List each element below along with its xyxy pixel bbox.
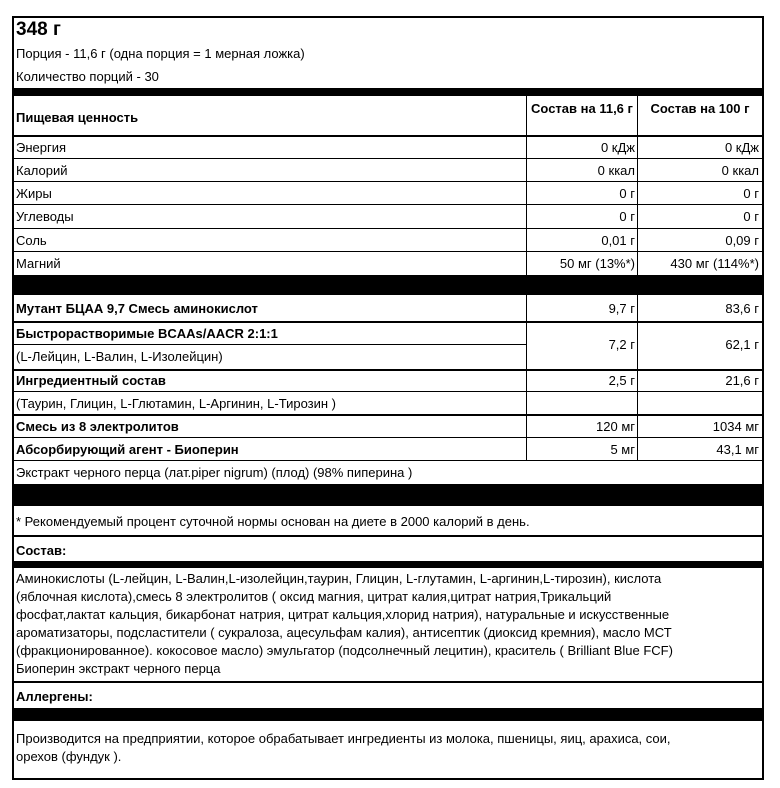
ingredient-name: Ингредиентный состав — [16, 373, 166, 388]
nutrient-per100: 0 г — [743, 186, 759, 201]
ingredient-per100: 1034 мг — [712, 419, 759, 434]
row-divider — [14, 181, 762, 182]
row-divider — [14, 414, 762, 416]
composition-line: (яблочная кислота),смесь 8 электролитов ( оксид магния, цитрат калия,цитрат натрия,Трикальций — [16, 589, 612, 604]
col-header-per-100: Состав на 100 г — [650, 101, 750, 116]
row-divider — [14, 204, 762, 205]
composition-line: фосфат,лактат кальция, бикарбонат натрия, цитрат кальция,хлорид натрия), натуральные и искусственные — [16, 607, 670, 622]
row-divider — [14, 135, 762, 137]
nutrient-serving: 0 г — [619, 209, 635, 224]
ingredient-per100: 62,1 г — [725, 337, 759, 352]
servings-count: Количество порций - 30 — [16, 69, 159, 84]
divider-bar — [14, 484, 762, 506]
allergens-line: орехов (фундук ). — [16, 749, 122, 764]
nutrient-per100: 0 ккал — [721, 163, 759, 178]
column-divider — [637, 96, 638, 275]
nutrient-per100: 0 кДж — [724, 140, 759, 155]
divider-bar — [14, 561, 762, 568]
row-divider — [14, 437, 762, 438]
row-divider — [14, 158, 762, 159]
column-divider — [637, 295, 638, 460]
allergens-heading: Аллергены: — [16, 689, 93, 704]
nutrient-serving: 0 г — [619, 186, 635, 201]
nutrient-name: Магний — [16, 256, 61, 271]
nutrient-serving: 0 кДж — [600, 140, 635, 155]
nutrient-serving: 0 ккал — [597, 163, 635, 178]
composition-heading: Состав: — [16, 543, 67, 558]
ingredient-name: Быстрорастворимые BCAAs/AACR 2:1:1 — [16, 326, 278, 341]
pepper-extract-note: Экстракт черного перца (лат.piper nigrum) (плод) (98% пиперина ) — [16, 465, 413, 480]
ingredient-name: Мутант БЦАА 9,7 Смесь аминокислот — [16, 301, 258, 316]
daily-value-footnote: * Рекомендуемый процент суточной нормы основан на диете в 2000 калорий в день. — [16, 514, 530, 529]
ingredient-subtext: (Таурин, Глицин, L-Глютамин, L-Аргинин, L-Тирозин ) — [16, 396, 336, 411]
nutrient-name: Энергия — [16, 140, 67, 155]
composition-line: (фракционированное). кокосовое масло) эмульгатор (подсолнечный лецитин), краситель ( Brilliant Blue FCF) — [16, 643, 673, 658]
row-divider — [14, 228, 762, 229]
nutrient-per100: 0 г — [743, 209, 759, 224]
ingredient-per100: 83,6 г — [725, 301, 759, 316]
col-header-name: Пищевая ценность — [16, 110, 139, 125]
row-divider — [14, 535, 762, 537]
ingredient-serving: 2,5 г — [608, 373, 635, 388]
composition-line: Аминокислоты (L-лейцин, L-Валин,L-изолейцин,таурин, Глицин, L-глутамин, L-аргинин,L-тирозин), кислота — [16, 571, 662, 586]
column-divider — [526, 295, 527, 460]
col-header-per-serving: Состав на 11,6 г — [531, 101, 633, 116]
composition-line: ароматизаторы, подсластители ( сукралоза, ацесульфам калия), антисептик (диоксид кремния), масло МСТ — [16, 625, 672, 640]
nutrient-name: Соль — [16, 233, 47, 248]
ingredient-per100: 21,6 г — [725, 373, 759, 388]
product-weight: 348 г — [16, 19, 61, 40]
divider-bar — [14, 708, 762, 721]
ingredient-serving: 7,2 г — [608, 337, 635, 352]
row-divider — [14, 369, 762, 371]
ingredient-per100: 43,1 мг — [716, 442, 759, 457]
ingredient-serving: 120 мг — [596, 419, 635, 434]
row-divider — [14, 321, 762, 323]
column-divider — [526, 96, 527, 275]
nutrient-serving: 50 мг (13%*) — [559, 256, 635, 271]
row-divider — [14, 460, 762, 461]
nutrient-per100: 0,09 г — [725, 233, 759, 248]
divider-bar — [14, 275, 762, 295]
nutrient-serving: 0,01 г — [601, 233, 635, 248]
allergens-line: Производится на предприятии, которое обрабатывает ингредиенты из молока, пшеницы, яиц, арахиса, сои, — [16, 731, 671, 746]
ingredient-name: Абсорбирующий агент - Биоперин — [16, 442, 239, 457]
ingredient-name: Смесь из 8 электролитов — [16, 419, 179, 434]
row-divider — [14, 391, 762, 392]
row-divider — [14, 681, 762, 683]
nutrient-name: Жиры — [16, 186, 52, 201]
ingredient-serving: 9,7 г — [608, 301, 635, 316]
row-divider — [14, 344, 526, 345]
nutrient-name: Углеводы — [16, 209, 74, 224]
divider-bar — [14, 88, 762, 96]
nutrient-name: Калорий — [16, 163, 68, 178]
composition-line: Биоперин экстракт черного перца — [16, 661, 221, 676]
ingredient-subtext: (L-Лейцин, L-Валин, L-Изолейцин) — [16, 349, 223, 364]
ingredient-serving: 5 мг — [610, 442, 635, 457]
row-divider — [14, 251, 762, 252]
serving-size: Порция - 11,6 г (одна порция = 1 мерная ложка) — [16, 46, 305, 61]
nutrient-per100: 430 мг (114%*) — [670, 256, 759, 271]
